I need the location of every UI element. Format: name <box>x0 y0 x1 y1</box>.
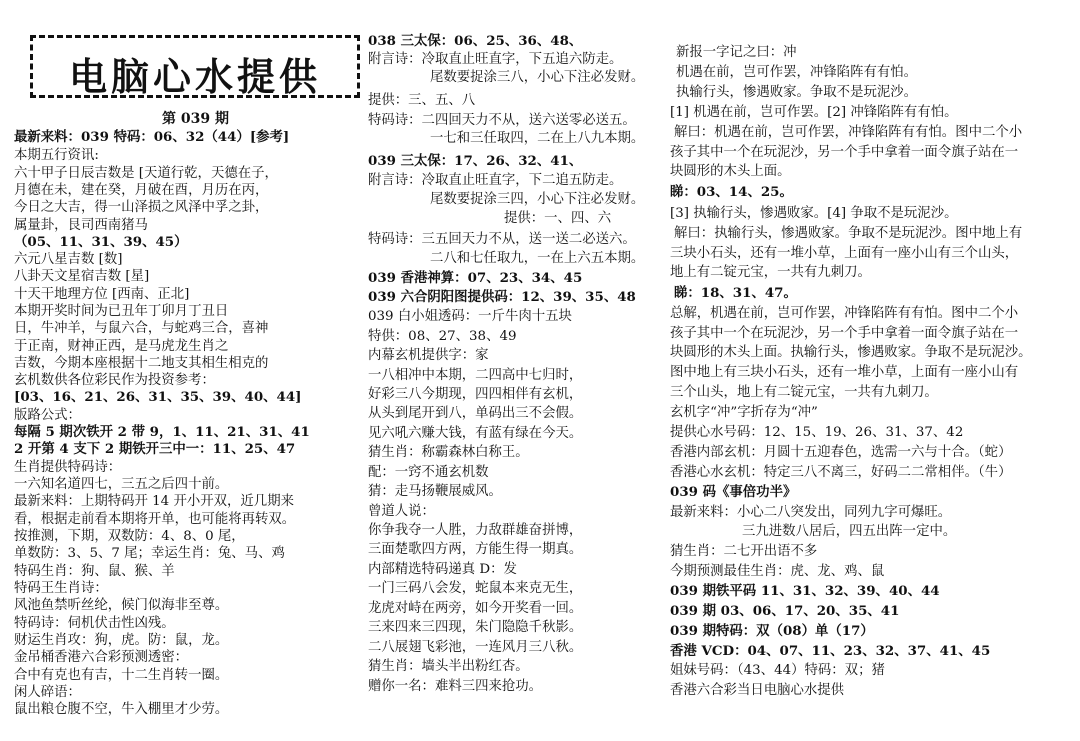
text-line: 按推测，下期，双数防：4、8、0 尾， <box>14 529 245 544</box>
text-line: 孩子其中一个在玩泥沙，另一个手中拿着一面令旗子站在一 <box>670 326 1019 341</box>
text-line: [3] 执输行头，惨遇败家。[4] 争取不是玩泥沙。 <box>670 206 958 221</box>
text-line: 猜生肖：称霸森林白称王。 <box>368 445 529 460</box>
text-line: 039 期铁平码 11、31、32、39、40、44 <box>670 583 940 599</box>
text-line: 特码诗：三五回天力不从，送一送二必送六。 <box>368 232 636 247</box>
text-line: 十天干地理方位 [西南、正北] <box>14 287 190 302</box>
text-line: 三面楚歌四方两，方能生得一期真。 <box>368 542 583 557</box>
text-line: 八卦天文星宿吉数 [星] <box>14 269 150 284</box>
text-line: 038 三太保：06、25、36、48、 <box>368 33 583 49</box>
text-line: 于正南，财神正西，是马虎龙生肖之 <box>14 339 229 354</box>
text-line: 039 香港神算：07、23、34、45 <box>368 270 583 286</box>
text-line: 鼠出粮仓腹不空，牛入棚里才少劳。 <box>14 702 229 717</box>
text-line: 地上有二锭元宝，一共有九刺刀。 <box>670 265 871 280</box>
text-line: （05、11、31、39、45） <box>14 234 188 250</box>
text-line: 香港六合彩当日电脑心水提供 <box>670 683 845 698</box>
text-line: 最新来料：上期特码开 14 开小开双，近几期来 <box>14 494 294 509</box>
text-line: 图中地上有三块小石头，还有一堆小草，上面有一座小山有 <box>670 365 1019 380</box>
text-line: 玄机字“冲”字折存为“冲” <box>670 405 818 420</box>
text-line: 龙虎对峙在两旁，如今开奖看一回。 <box>368 601 583 616</box>
text-line: 从头到尾开到八，单码出三不会假。 <box>368 406 583 421</box>
text-line: 039 三太保：17、26、32、41、 <box>368 153 583 169</box>
text-line: 执输行头，惨遇败家。争取不是玩泥沙。 <box>676 85 918 100</box>
text-line: 属量卦，艮司西南猪马 <box>14 218 148 233</box>
text-line: 曾道人说： <box>368 504 435 519</box>
text-line: 睇：03、14、25。 <box>670 184 793 200</box>
text-line: 解曰：执输行头，惨遇败家。争取不是玩泥沙。图中地上有 <box>674 226 1023 241</box>
text-line: 特码诗：伺机伏击性凶残。 <box>14 616 175 631</box>
text-line: 六十甲子日辰吉数是 [天道行乾，天德在子， <box>14 166 278 181</box>
text-line: [03、16、21、26、31、35、39、40、44] <box>14 389 302 405</box>
text-line: 猜生肖：墙头半出粉红杏。 <box>368 659 529 674</box>
text-line: 版路公式： <box>14 408 81 423</box>
text-line: 闲人碎语： <box>14 685 81 700</box>
text-line: 一七和三任取四，二在上八九本期。 <box>430 131 645 146</box>
text-line: 提供：三、五、八 <box>368 93 476 108</box>
text-line: 孩子其中一个在玩泥沙，另一个手中拿着一面令旗子站在一 <box>670 145 1019 160</box>
text-line: 039 白小姐透码：一斤牛肉十五块 <box>368 309 572 324</box>
text-line: 姐妹号码：（43、44）特码：双；猪 <box>670 663 885 678</box>
text-line: 三块小石头，还有一堆小草，上面有一座小山有三个山头， <box>670 246 1019 261</box>
text-line: 金吊桶香港六合彩预测透密： <box>14 650 189 665</box>
text-line: 特供：08、27、38、49 <box>368 329 517 344</box>
text-line: 一门三码八会发，蛇鼠本来克无生， <box>368 581 583 596</box>
text-line: 2 开第 4 支下 2 期铁开三中一：11、25、47 <box>14 441 296 457</box>
text-line: 总解，机遇在前，岂可作罢，冲锋陷阵有有怕。图中二个小 <box>670 306 1019 321</box>
text-line: [1] 机遇在前，岂可作罢。[2] 冲锋陷阵有有怕。 <box>670 105 958 120</box>
text-line: 新报一字记之曰：冲 <box>676 45 797 60</box>
text-line: 月德在未，建在癸，月破在酉，月历在丙， <box>14 183 269 198</box>
text-line: 每隔 5 期次铁开 2 带 9，1、11、21、31、41 <box>14 424 310 440</box>
text-line: 风池鱼禁听丝纶，候门似海非至尊。 <box>14 598 229 613</box>
text-line: 今日之大吉，得一山泽损之风泽中孚之卦， <box>14 200 269 215</box>
text-line: 见六吼六赚大钱，有蓝有绿在今天。 <box>368 426 583 441</box>
text-line: 合中有克也有吉，十二生肖转一圈。 <box>14 668 229 683</box>
text-line: 香港心水玄机：特定三八不离三，好码二二常相伴。（牛） <box>670 465 1012 480</box>
text-line: 看，根据走前看本期将开单，也可能将再转双。 <box>14 512 296 527</box>
text-line: 解曰：机遇在前，岂可作罢，冲锋陷阵有有怕。图中二个小 <box>674 125 1023 140</box>
page-title: 电脑心水提供 <box>68 55 321 99</box>
text-line: 猜生肖：二七开出语不多 <box>670 544 818 559</box>
text-line: 猜：走马扬鞭展威风。 <box>368 484 502 499</box>
text-line: 块圆形的木头上面。执输行头，惨遇败家。争取不是玩泥沙。 <box>670 345 1032 360</box>
issue-number: 第 039 期 <box>162 111 229 127</box>
text-line: 提供：一、四、六 <box>504 211 612 226</box>
text-line: 附言诗：冷取直止旺直字，下二追五防走。 <box>368 173 623 188</box>
text-line: 生肖提供特码诗： <box>14 460 122 475</box>
text-line: 附言诗：冷取直止旺直字，下五追六防走。 <box>368 52 623 67</box>
text-line: 一八相冲中本期，二四高中七归时， <box>368 368 583 383</box>
text-line: 尾数要捉涂三八，小心下注必发财。 <box>430 70 645 85</box>
text-line: 本期开奖时间为已丑年丁卯月丁丑日 <box>14 304 229 319</box>
text-line: 二八和七任取九，一在上六五本期。 <box>430 251 645 266</box>
text-line: 日，牛冲羊，与鼠六合，与蛇鸡三合，喜神 <box>14 321 269 336</box>
text-line: 特码生肖：狗、鼠、猴、羊 <box>14 564 175 579</box>
text-line: 今期预测最佳生肖：虎、龙、鸡、鼠 <box>670 564 885 579</box>
text-line: 039 期 03、06、17、20、35、41 <box>670 603 900 619</box>
text-line: 块圆形的木头上面。 <box>670 164 791 179</box>
text-line: 最新来料：小心二八突发出，同列九字可爆旺。 <box>670 505 952 520</box>
text-line: 二八展翅飞彩池，一连风月三八秋。 <box>368 640 583 655</box>
text-line: 本期五行资讯: <box>14 148 99 163</box>
text-line: 039 期特码：双（08）单（17） <box>670 623 874 639</box>
text-line: 六元八星吉数 [数] <box>14 252 123 267</box>
text-line: 你争我夺一人胜，力敌群雄奋拼博， <box>368 523 583 538</box>
text-line: 三个山头，地上有二锭元宝，一共有九刺刀。 <box>670 385 938 400</box>
text-line: 睇：18、31、47。 <box>674 285 797 301</box>
text-line: 特码王生肖诗： <box>14 581 108 596</box>
text-line: 三九进数八居后，四五出阵一定中。 <box>742 524 957 539</box>
text-line: 玄机数供各位彩民作为投资参考： <box>14 373 215 388</box>
text-line: 内部精选特码递真 D：发 <box>368 562 517 577</box>
text-line: 单数防：3、5、7 尾；幸运生肖：兔、马、鸡 <box>14 546 285 561</box>
text-line: 039 六合阴阳图提供码：12、39、35、48 <box>368 289 636 305</box>
text-line: 吉数，今期本座根据十二地支其相生相克的 <box>14 356 269 371</box>
text-line: 香港 VCD：04、07、11、23、32、37、41、45 <box>670 643 991 659</box>
text-line: 内幕玄机提供字：家 <box>368 348 489 363</box>
text-line: 一六知名道四七，三五之后四十前。 <box>14 477 229 492</box>
text-line: 三来四来三四现，朱门隐隐千秋影。 <box>368 620 583 635</box>
text-line: 提供心水号码：12、15、19、26、31、37、42 <box>670 425 964 440</box>
text-line: 好彩三八今期现，四四相伴有玄机， <box>368 387 583 402</box>
text-line: 赠你一名：难料三四来抢功。 <box>368 679 543 694</box>
text-line: 特码诗：二四回天力不从，送六送零必送五。 <box>368 113 636 128</box>
text-line: 尾数要捉涂三四，小心下注必发财。 <box>430 192 645 207</box>
text-line: 香港内部玄机：月圆十五迎春色，选需一六与十合。（蛇） <box>670 445 1012 460</box>
text-line: 配：一窍不通玄机数 <box>368 465 489 480</box>
text-line: 039 码《事倍功半》 <box>670 484 797 500</box>
text-line: 财运生肖攻：狗，虎。防：鼠，龙。 <box>14 633 229 648</box>
text-line: 最新来料：039 特码：06、32（44）[参考] <box>14 129 290 145</box>
title-box <box>30 35 360 98</box>
text-line: 机遇在前，岂可作罢，冲锋陷阵有有怕。 <box>676 65 918 80</box>
